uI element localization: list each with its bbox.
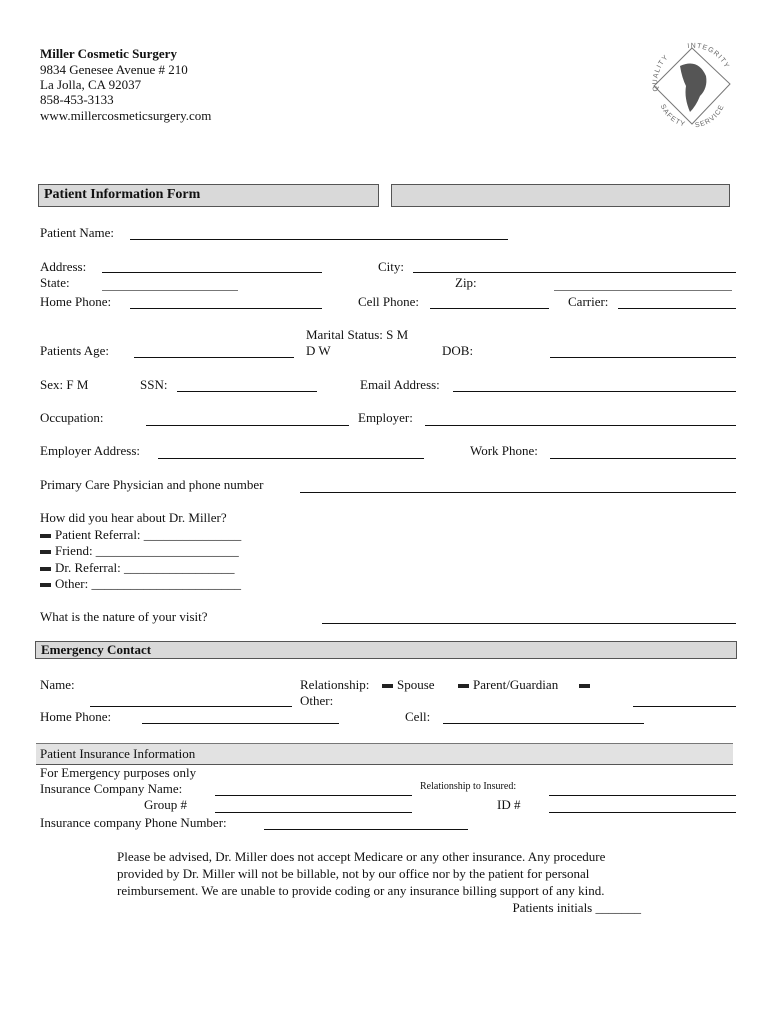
checkbox-icon[interactable] (40, 534, 51, 538)
referral-option-doctor[interactable]: Dr. Referral: _________________ (40, 560, 234, 576)
insurance-header (36, 743, 733, 765)
notice-line-1: Please be advised, Dr. Miller does not accept Medicare or any other insurance. Any procedure (117, 849, 606, 864)
emergency-cell-line[interactable] (443, 723, 644, 724)
group-label: Group # (144, 797, 187, 812)
nature-of-visit-line[interactable] (322, 623, 736, 624)
home-phone-line[interactable] (130, 308, 322, 309)
emergency-relationship-label: Relationship: (300, 677, 370, 692)
emergency-contact-header (35, 641, 737, 659)
patient-name-label: Patient Name: (40, 225, 115, 240)
emergency-other-label: Other: (300, 693, 334, 708)
logo-word-safety: SAFETY (658, 103, 687, 129)
practice-address-1: 9834 Genesee Avenue # 210 (40, 62, 188, 77)
marital-status-label[interactable]: Marital Status: S M (306, 327, 409, 342)
practice-logo (640, 36, 740, 136)
city-line[interactable] (413, 272, 736, 273)
relationship-to-insured-line[interactable] (549, 795, 736, 796)
zip-line[interactable] (554, 290, 732, 291)
email-line[interactable] (453, 391, 736, 392)
dob-line[interactable] (550, 357, 736, 358)
carrier-label: Carrier: (568, 294, 609, 309)
occupation-line[interactable] (146, 425, 349, 426)
relationship-other-checkbox[interactable] (579, 677, 594, 693)
pcp-label: Primary Care Physician and phone number (40, 477, 264, 492)
practice-website: www.millercosmeticsurgery.com (40, 108, 212, 123)
id-line[interactable] (549, 812, 736, 813)
insurance-notice (117, 848, 647, 916)
pcp-line[interactable] (300, 492, 736, 493)
patients-age-line[interactable] (134, 357, 294, 358)
emergency-home-phone-label: Home Phone: (40, 709, 112, 724)
address-label: Address: (40, 259, 87, 274)
practice-address-2: La Jolla, CA 92037 (40, 77, 142, 92)
checkbox-icon[interactable] (40, 567, 51, 571)
patient-name-line[interactable] (130, 239, 508, 240)
employer-line[interactable] (425, 425, 736, 426)
id-label: ID # (497, 797, 521, 812)
sex-label[interactable]: Sex: F M (40, 377, 89, 392)
employer-address-label: Employer Address: (40, 443, 141, 458)
nature-of-visit-label: What is the nature of your visit? (40, 609, 208, 624)
work-phone-label: Work Phone: (470, 443, 538, 458)
form-title-box-right (391, 184, 730, 207)
occupation-label: Occupation: (40, 410, 104, 425)
ssn-label: SSN: (140, 377, 168, 392)
home-phone-label: Home Phone: (40, 294, 112, 309)
insurance-phone-line[interactable] (264, 829, 468, 830)
referral-option-other[interactable]: Other: _______________________ (40, 576, 241, 592)
practice-name: Miller Cosmetic Surgery (40, 46, 177, 61)
form-title-box (38, 184, 379, 207)
checkbox-icon[interactable] (382, 684, 393, 688)
logo-face-icon (680, 64, 706, 112)
checkbox-icon[interactable] (458, 684, 469, 688)
logo-word-service: SERVICE (694, 103, 726, 130)
employer-label: Employer: (358, 410, 413, 425)
zip-label: Zip: (455, 275, 477, 290)
referral-option-friend[interactable]: Friend: ______________________ (40, 543, 239, 559)
relationship-parent-option[interactable]: Parent/Guardian (458, 677, 558, 693)
relationship-to-insured-label: Relationship to Insured: (420, 781, 517, 792)
referral-option-patient[interactable]: Patient Referral: _______________ (40, 527, 241, 543)
state-line[interactable] (102, 290, 238, 291)
insurance-company-label: Insurance Company Name: (40, 781, 183, 796)
relationship-spouse-option[interactable]: Spouse (382, 677, 435, 693)
insurance-phone-label: Insurance company Phone Number: (40, 815, 227, 830)
group-line[interactable] (215, 812, 412, 813)
checkbox-icon[interactable] (579, 684, 590, 688)
address-line[interactable] (102, 272, 322, 273)
checkbox-icon[interactable] (40, 550, 51, 554)
state-label: State: (40, 275, 70, 290)
insurance-emergency-note: For Emergency purposes only (40, 765, 197, 780)
employer-address-line[interactable] (158, 458, 424, 459)
logo-word-integrity: INTEGRITY (687, 42, 731, 70)
cell-phone-label: Cell Phone: (358, 294, 420, 309)
dob-label: DOB: (442, 343, 474, 358)
carrier-line[interactable] (618, 308, 736, 309)
hear-about-label: How did you hear about Dr. Miller? (40, 510, 227, 525)
patient-initials[interactable]: Patients initials _______ (512, 900, 641, 915)
emergency-name-line[interactable] (90, 706, 292, 707)
insurance-title: Patient Insurance Information (40, 746, 196, 761)
notice-line-2: provided by Dr. Miller will not be billable, not by our office nor by the patient for personal (117, 866, 590, 881)
form-title: Patient Information Form (44, 187, 201, 202)
emergency-other-line[interactable] (633, 706, 736, 707)
emergency-name-label: Name: (40, 677, 75, 692)
patients-age-label: Patients Age: (40, 343, 109, 358)
ssn-line[interactable] (177, 391, 317, 392)
email-label: Email Address: (360, 377, 440, 392)
cell-phone-line[interactable] (430, 308, 549, 309)
emergency-contact-title: Emergency Contact (41, 642, 152, 657)
checkbox-icon[interactable] (40, 583, 51, 587)
city-label: City: (378, 259, 405, 274)
work-phone-line[interactable] (550, 458, 736, 459)
emergency-home-phone-line[interactable] (142, 723, 339, 724)
practice-phone: 858-453-3133 (40, 92, 114, 107)
emergency-cell-label: Cell: (405, 709, 431, 724)
logo-word-quality: QUALITY (652, 53, 671, 92)
notice-line-3: reimbursement. We are unable to provide coding or any insurance billing support of any kind. (117, 883, 605, 898)
marital-status-label-2[interactable]: D W (306, 343, 331, 358)
insurance-company-line[interactable] (215, 795, 412, 796)
